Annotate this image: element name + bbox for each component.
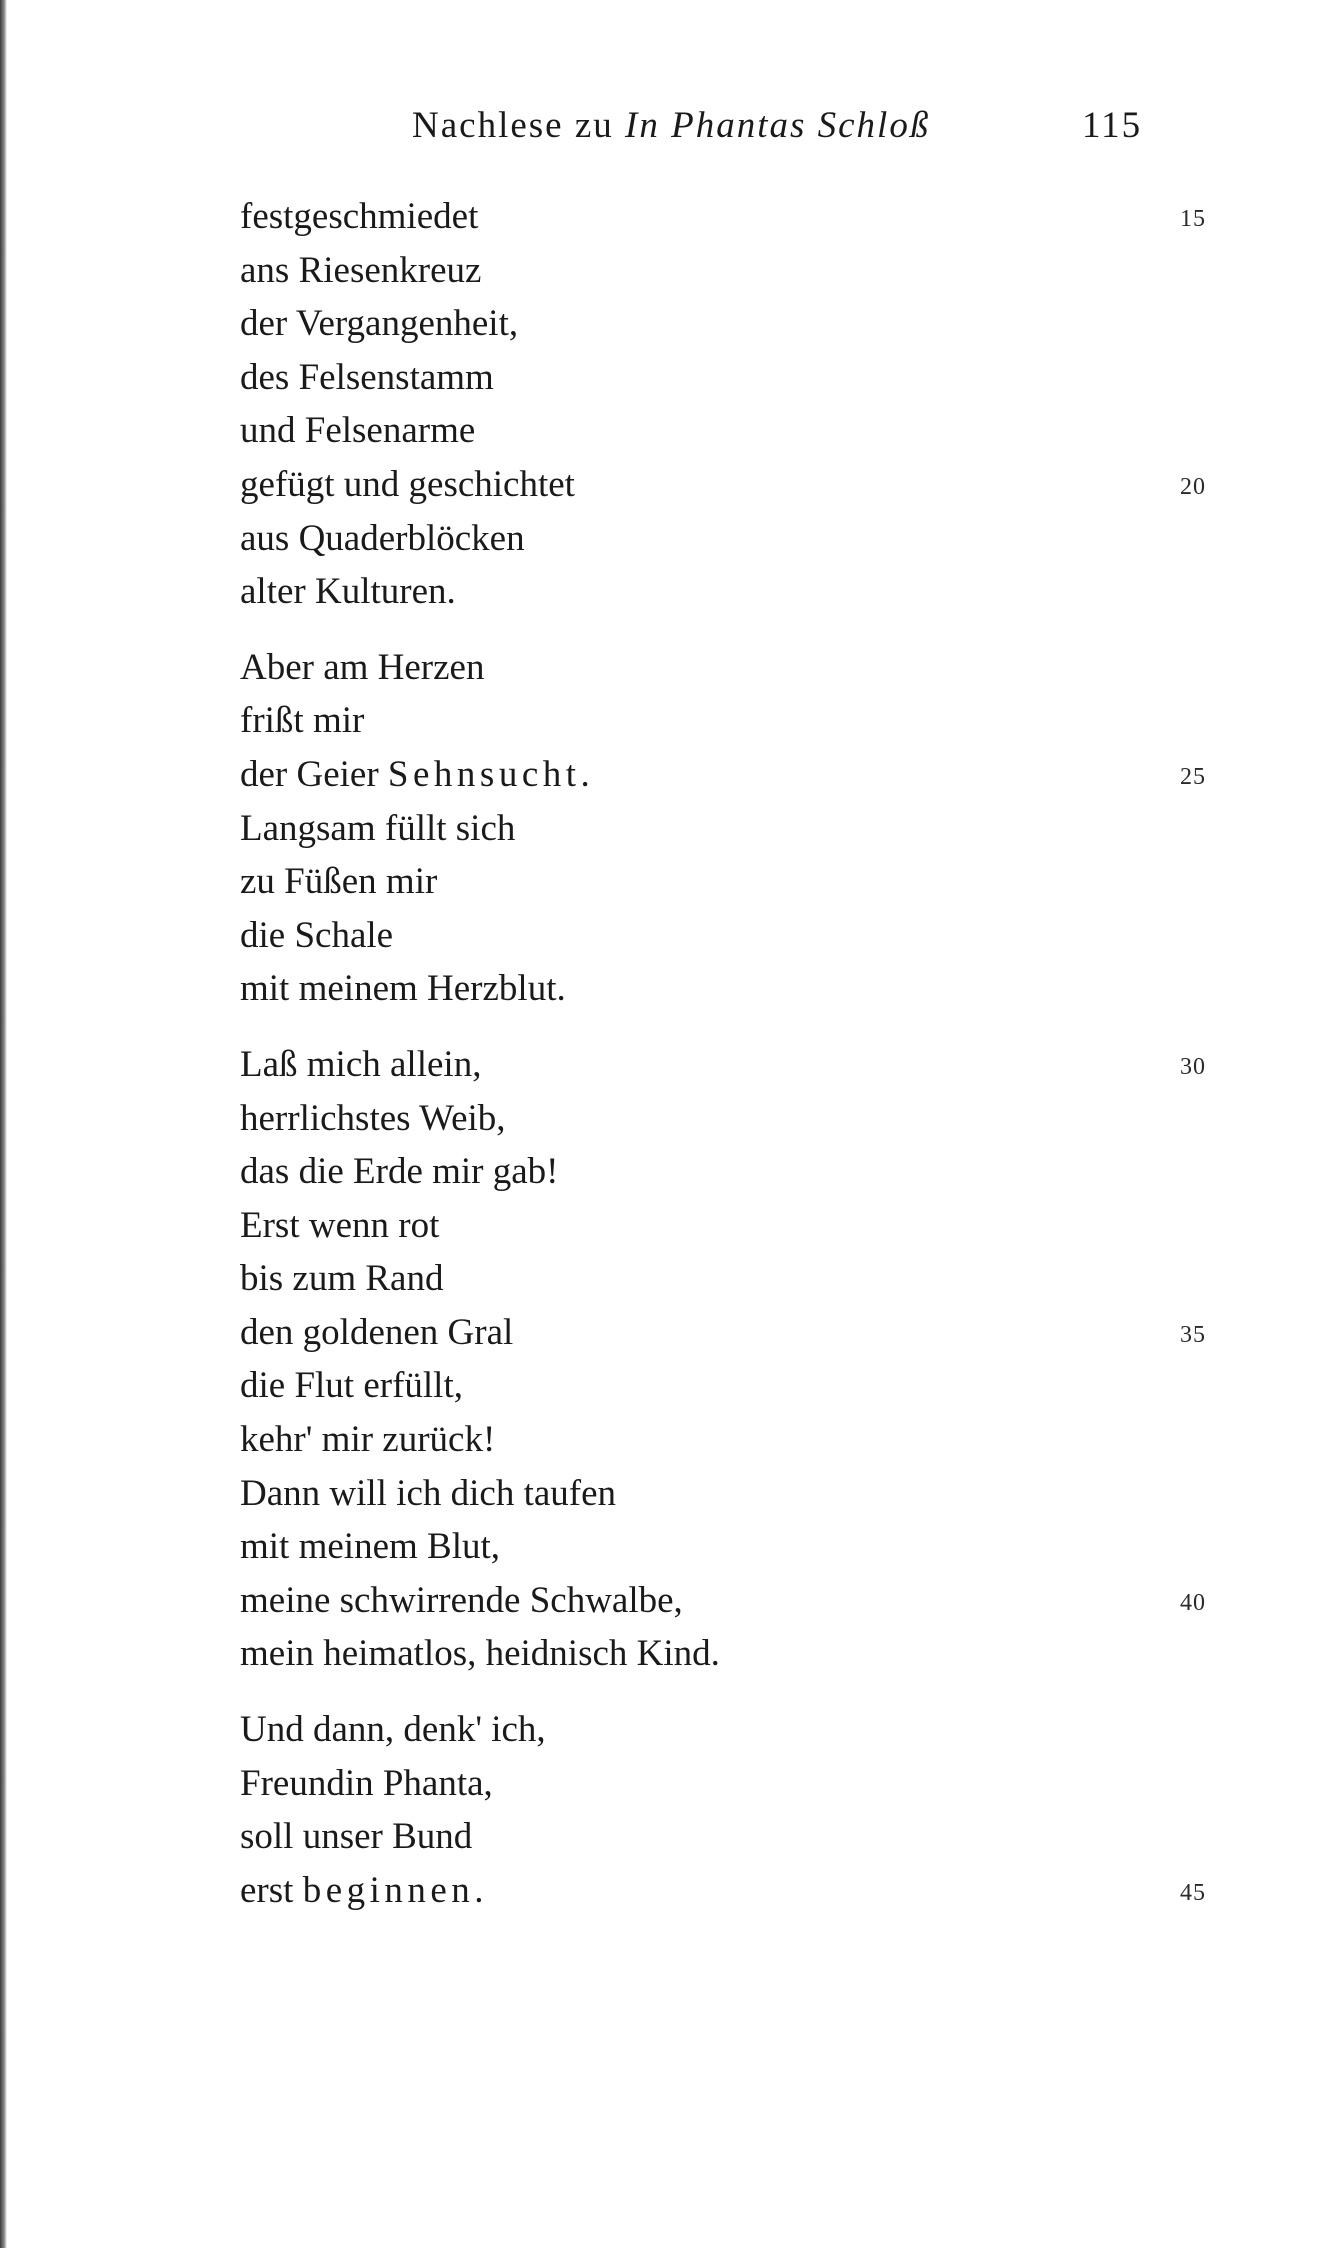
poem-line <box>240 404 1140 458</box>
poem-line <box>240 748 1206 802</box>
line-text: Aber am Herzen <box>240 646 485 688</box>
stanza-3 <box>240 1038 1206 1681</box>
poem-line <box>240 1864 1206 1918</box>
poem-line <box>240 244 1140 298</box>
line-text: die Schale <box>240 914 394 956</box>
line-text: alter Kulturen. <box>240 571 456 613</box>
poem-line <box>240 641 1140 695</box>
poem-line <box>240 855 1140 909</box>
line-number: 45 <box>1180 1879 1206 1906</box>
line-text: den goldenen Gral <box>240 1311 514 1353</box>
line-text: das die Erde mir gab! <box>240 1151 559 1193</box>
line-text: mit meinem Blut, <box>240 1526 501 1568</box>
poem-line <box>240 1092 1140 1146</box>
line-text: frißt mir <box>240 700 365 742</box>
line-text: soll unser Bund <box>240 1816 473 1858</box>
line-number: 20 <box>1180 473 1206 500</box>
line-text: der Vergangenheit, <box>240 303 519 345</box>
line-text: des Felsenstamm <box>240 356 494 398</box>
poem-line <box>240 190 1206 244</box>
poem-line <box>240 458 1206 512</box>
header-section-prefix: Nachlese zu <box>412 105 626 146</box>
line-text: Dann will ich dich taufen <box>240 1472 617 1514</box>
line-text: ans Riesenkreuz <box>240 249 482 291</box>
line-text-spaced: Sehnsucht. <box>387 753 595 795</box>
line-number: 35 <box>1180 1321 1206 1348</box>
line-text: bis zum Rand <box>240 1258 444 1300</box>
poem-line <box>240 1199 1140 1253</box>
poem-line <box>240 351 1140 405</box>
line-text: Und dann, denk' ich, <box>240 1709 546 1751</box>
poem-line <box>240 1038 1206 1092</box>
line-text: festgeschmiedet <box>240 196 479 237</box>
poem-line <box>240 1467 1140 1521</box>
line-text: erst <box>240 1869 303 1911</box>
line-number: 15 <box>1180 206 1206 232</box>
line-text: kehr' mir zurück! <box>240 1419 496 1461</box>
line-number: 30 <box>1180 1053 1206 1080</box>
poem-line <box>240 1359 1140 1413</box>
poem-line <box>240 1574 1206 1628</box>
poem-line <box>240 565 1140 619</box>
stanza-2 <box>240 641 1206 1016</box>
poem-line <box>240 1145 1140 1199</box>
line-text: meine schwirrende Schwalbe, <box>240 1579 683 1621</box>
line-text: Laß mich allein, <box>240 1043 482 1085</box>
line-text: Erst wenn rot <box>240 1204 440 1246</box>
line-number: 40 <box>1180 1589 1206 1616</box>
line-text: zu Füßen mir <box>240 861 438 903</box>
line-text: mit meinem Herzblut. <box>240 968 566 1010</box>
line-text: Langsam füllt sich <box>240 807 516 849</box>
poem-line <box>240 909 1140 963</box>
line-text: mein heimatlos, heidnisch Kind. <box>240 1633 720 1675</box>
poem-body <box>240 190 1206 1939</box>
line-text: der Geier <box>240 753 388 795</box>
poem-line <box>240 1627 1140 1681</box>
line-text: Freundin Phanta, <box>240 1762 493 1804</box>
poem-line <box>240 1810 1140 1864</box>
header-section-title: In Phantas Schloß <box>625 105 931 146</box>
poem-line <box>240 1306 1206 1360</box>
poem-line <box>240 512 1140 566</box>
line-text: die Flut erfüllt, <box>240 1365 463 1407</box>
stanza-1 <box>240 190 1206 619</box>
poem-line <box>240 1413 1140 1467</box>
page-number: 115 <box>1082 105 1143 146</box>
page-binding-edge <box>0 0 7 2248</box>
running-header <box>412 104 930 147</box>
poem-line <box>240 1703 1140 1757</box>
poem-line <box>240 694 1140 748</box>
poem-line <box>240 1252 1140 1306</box>
line-text: und Felsenarme <box>240 410 476 452</box>
line-text: gefügt und geschichtet <box>240 463 575 505</box>
line-text: aus Quaderblöcken <box>240 517 525 559</box>
line-text-spaced: beginnen. <box>302 1869 489 1911</box>
poem-line <box>240 962 1140 1016</box>
poem-line <box>240 1520 1140 1574</box>
poem-line <box>240 1757 1140 1811</box>
poem-line <box>240 297 1140 351</box>
stanza-4 <box>240 1703 1206 1917</box>
line-text: herrlichstes Weib, <box>240 1097 506 1139</box>
poem-line <box>240 802 1140 856</box>
line-number: 25 <box>1180 763 1206 790</box>
